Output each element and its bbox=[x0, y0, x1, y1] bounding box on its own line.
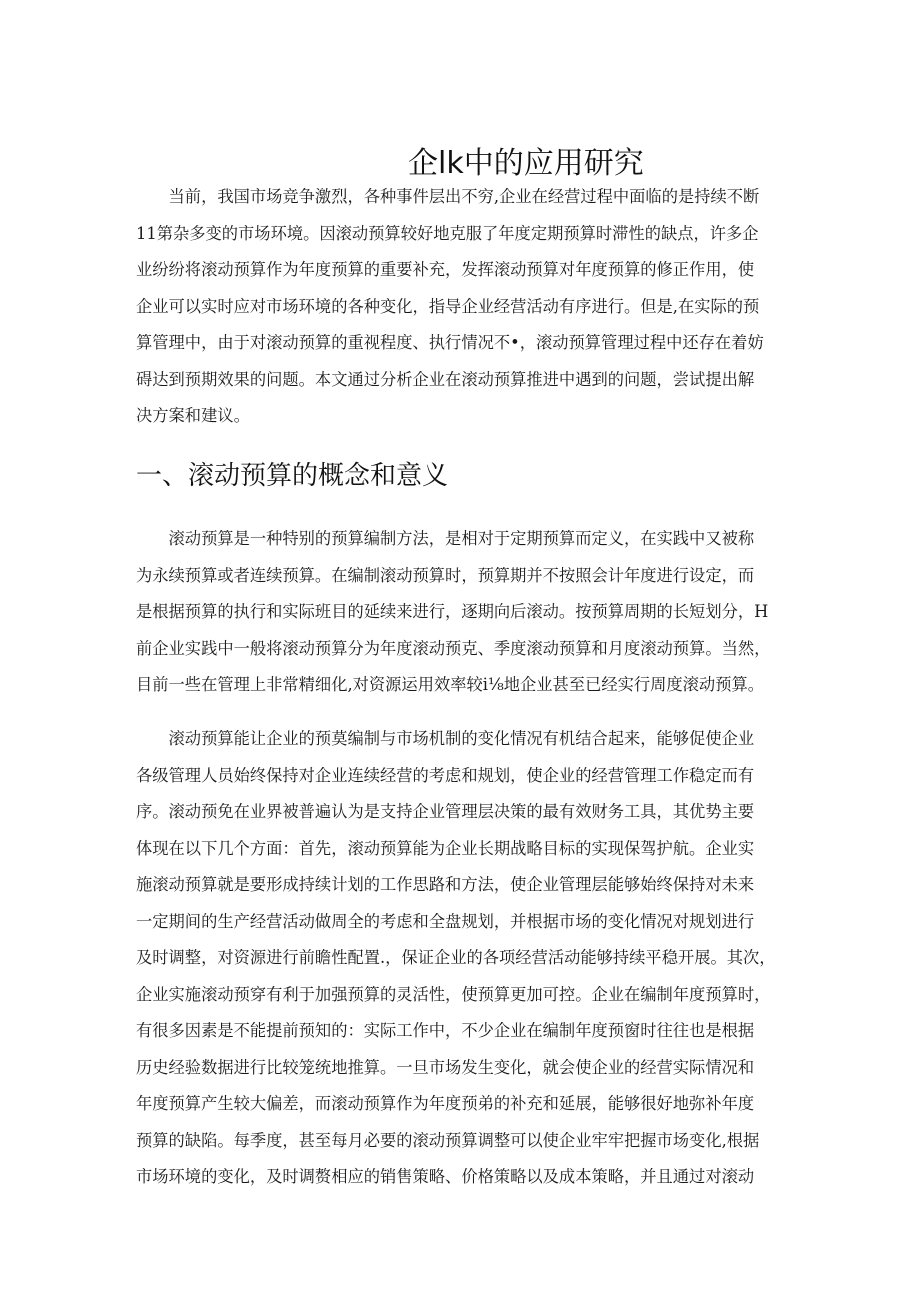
paragraph-line: 决方案和建议。 bbox=[136, 406, 250, 425]
paragraph-line: 施滚动预算就是要形成持续计划的工作思路和方法，使企业管理层能够始终保持对未来 bbox=[136, 875, 755, 894]
paragraph-line: 年度预算产生较大偏差，而滚动预算作为年度预弟的补充和延展，能够很好地弥补年度 bbox=[136, 1094, 755, 1113]
paragraph-line: 体现在以下几个方面：首先，滚动预算能为企业长期战略目标的实现保驾护航。企业实 bbox=[136, 838, 755, 858]
paragraph-line: 及时调整，对资源进行前瞻性配置.，保证企业的各项经营活动能够持续平稳开展。其次， bbox=[136, 948, 776, 967]
paragraph-line: 预算的缺陷。每季度，甚至每月必要的滚动预算调整可以使企业牢牢把握市场变化,根据 bbox=[136, 1130, 760, 1150]
paragraph-line: 目前一些在管理上非常精细化,对资源运用效率较i⅛地企业甚至已经实行周度滚动预算。 bbox=[136, 675, 765, 694]
paragraph-line: 市场环境的变化，及时调赘相应的销售策略、价格策略以及成本策略，并且通过对滚动 bbox=[136, 1167, 755, 1186]
paragraph-line: 为永续预算或者连续预算。在编制滚动预算时，预算期并不按照会计年度进行设定，而 bbox=[136, 565, 755, 585]
paragraph-line: 企业可以实时应对市场环境的各种变化，指导企业经营活动有序进行。但是,在实际的预 bbox=[136, 296, 760, 316]
paragraph-line: 企业实施滚动预穿有利于加强预算的灵活性，使预算更加可控。企业在编制年度预算时， bbox=[136, 984, 771, 1004]
paragraph-line: 一定期间的生产经营活动做周全的考虑和全盘规划，并根据市场的变化情况对规划进行 bbox=[136, 911, 755, 931]
paragraph-line: 是根据预算的执行和实际班目的延续来进行，逐期向后滚动。按预算周期的长短划分，H bbox=[136, 602, 769, 621]
paragraph-line: 各级管理人员始终保持对企业连续经营的考虑和规划，使企业的经营管理工作稳定而有 bbox=[136, 765, 755, 785]
paragraph-line: 算管理中，由于对滚动预算的重视程度、执行情况不•，滚动预算管理过程中还存在着妨 bbox=[136, 333, 764, 352]
paragraph-line: 序。滚动预免在业界被普遍认为是支持企业管理层决策的最有效财务工具，其优势主要 bbox=[136, 802, 755, 821]
section1-paragraph-2 bbox=[136, 721, 796, 1196]
section-heading: 一、滚动预算的概念和意义 bbox=[136, 461, 449, 491]
paragraph-line: 当前，我国市场竞争激烈，各种事件层出不穷,企业在经营过程中面临的是持续不断 bbox=[136, 187, 760, 206]
paragraph-line: 历史经验数据进行比较笼统地推算。一旦市场发生变化，就会使企业的经营实际情况和 bbox=[136, 1057, 755, 1077]
paragraph-line: 滚动预算是一种特别的预算编制方法，是相对于定期预算而定义，在实践中又被称 bbox=[136, 529, 755, 548]
intro-paragraph bbox=[136, 179, 796, 435]
section1-paragraph-1 bbox=[136, 521, 796, 704]
document-title: 企lk中的应用研究 bbox=[408, 146, 644, 181]
paragraph-line: 业纷纷将滚动预算作为年度预算的重要补充，发挥滚动预算对年度预算的修正作用，使 bbox=[136, 260, 755, 279]
paragraph-line: 11第杂多变的市场环境。因滚动预算较好地克服了年度定期预算时滞性的缺点，许多企 bbox=[136, 223, 759, 243]
paragraph-line: 前企业实践中一般将滚动预算分为年度滚动预克、季度滚动预算和月度滚动预算。当然， bbox=[136, 638, 771, 658]
paragraph-line: 滚动预算能让企业的预莫编制与市场机制的变化情况有机结合起来，能够促使企业 bbox=[136, 729, 755, 748]
paragraph-line: 碍达到预期效果的问题。本文通过分析企业在滚动预算推进中遇到的问题，尝试提出解 bbox=[136, 369, 755, 389]
paragraph-line: 有很多因素是不能提前预知的：实际工作中，不少企业在编制年度预窗时往往也是根据 bbox=[136, 1021, 755, 1040]
